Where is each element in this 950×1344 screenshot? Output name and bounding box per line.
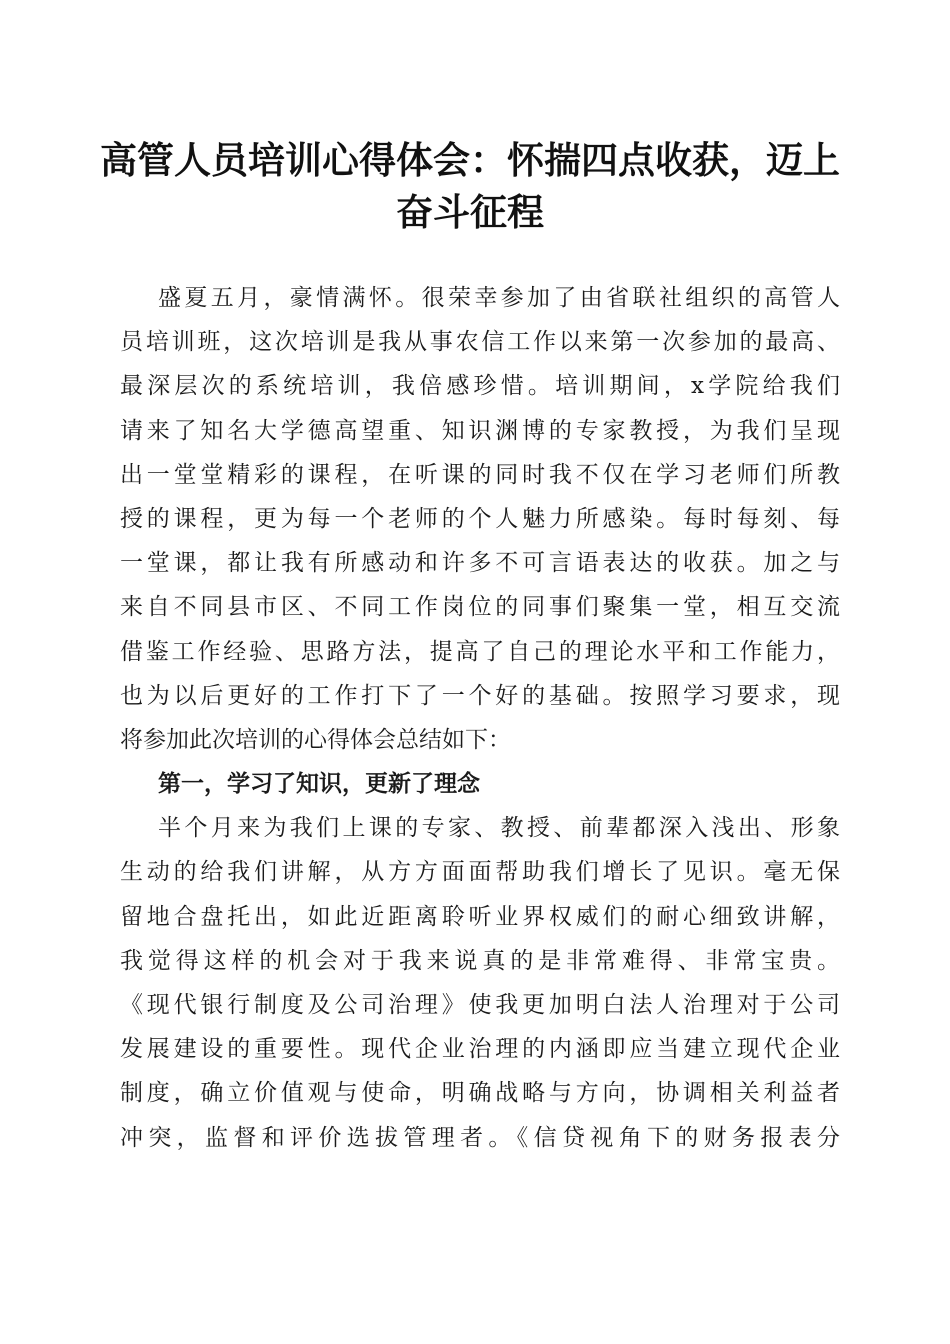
paragraph-intro [120,276,840,762]
text-line: 授的课程，更为每一个老师的个人魅力所感染。每时每刻、每 [120,505,840,532]
text-line: 将参加此次培训的心得体会总结如下： [120,726,511,753]
text-line: 来自不同县市区、不同工作岗位的同事们聚集一堂，相互交流 [120,594,840,621]
text-line: 发展建设的重要性。现代企业治理的内涵即应当建立现代企业 [120,1036,840,1063]
text-line: 生动的给我们讲解，从方方面面帮助我们增长了见识。毫无保 [120,859,840,886]
text-line: 借鉴工作经验、思路方法，提高了自己的理论水平和工作能力， [120,638,840,665]
text-line: 半个月来为我们上课的专家、教授、前辈都深入浅出、形象 [158,815,840,842]
text-line: 员培训班，这次培训是我从事农信工作以来第一次参加的最高、 [120,329,840,356]
title-line-1: 高管人员培训心得体会：怀揣四点收获，迈上 [100,138,840,182]
text-line: 冲突，监督和评价选拔管理者。《信贷视角下的财务报表分 [120,1124,840,1151]
text-line: 我觉得这样的机会对于我来说真的是非常难得、非常宝贵。 [120,947,840,974]
text-line: 出一堂堂精彩的课程，在听课的同时我不仅在学习老师们所教 [120,461,840,488]
title-line-2: 奋斗征程 [396,190,544,234]
text-line: 《现代银行制度及公司治理》使我更加明白法人治理对于公司 [120,992,840,1018]
document-body [120,276,840,1160]
text-line: 制度，确立价值观与使命，明确战略与方向，协调相关利益者 [120,1080,840,1107]
text-line: 盛夏五月，豪情满怀。很荣幸参加了由省联社组织的高管人 [158,285,840,311]
text-line: 一堂课，都让我有所感动和许多不可言语表达的收获。加之与 [120,550,840,577]
document-title [100,134,840,238]
section-heading: 第一，学习了知识，更新了理念 [158,770,480,798]
text-line: 留地合盘托出，如此近距离聆听业界权威们的耐心细致讲解， [120,903,840,930]
text-line: 也为以后更好的工作打下了一个好的基础。按照学习要求，现 [120,682,840,709]
text-line: 最深层次的系统培训，我倍感珍惜。培训期间，x学院给我们 [120,373,840,400]
text-line: 请来了知名大学德高望重、知识渊博的专家教授，为我们呈现 [120,417,840,444]
paragraph-section1 [120,806,840,1160]
